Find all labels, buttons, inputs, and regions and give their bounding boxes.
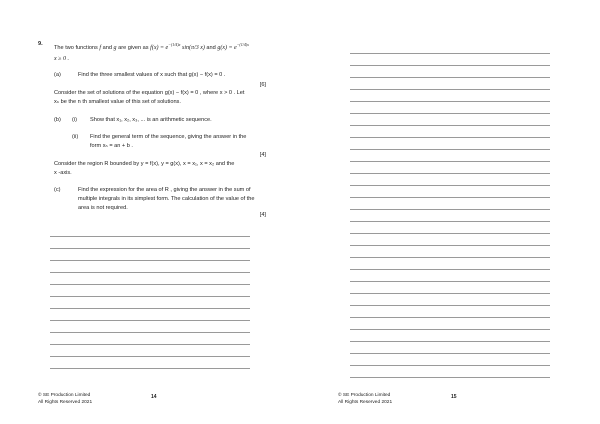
- part-c-marks: [4]: [259, 212, 266, 218]
- answer-line: [350, 305, 550, 306]
- answer-line: [50, 332, 250, 333]
- f-definition: f(x) = e: [150, 44, 169, 51]
- answer-line: [350, 77, 550, 78]
- footer-left-rights: All Rights Reserved 2021: [38, 400, 93, 405]
- answer-line: [350, 53, 550, 54]
- part-b-ii-line-1: Find the general term of the sequence, giving the answer in the: [90, 134, 247, 140]
- answer-line: [50, 368, 250, 369]
- answer-line: [350, 377, 550, 378]
- f-symbol: f: [99, 44, 102, 51]
- part-b-marks: [4]: [259, 152, 266, 158]
- answer-line: [350, 293, 550, 294]
- answer-line: [50, 248, 250, 249]
- part-b-ii-label: (ii): [72, 134, 79, 140]
- part-c-line-3: area is not required.: [78, 205, 128, 211]
- answer-line: [350, 209, 550, 210]
- answer-line: [350, 221, 550, 222]
- answer-line: [350, 317, 550, 318]
- answer-line: [350, 113, 550, 114]
- part-b-ii-line-2: form xₙ = an + b .: [90, 143, 133, 149]
- f-sine-term: sin(π/3 x): [182, 44, 205, 51]
- answer-line: [350, 269, 550, 270]
- answer-line: [50, 356, 250, 357]
- part-b-i-text: Show that x₁, x₂, x₃, ... is an arithmetic sequence.: [90, 117, 212, 123]
- context-2-line-1: Consider the region R bounded by y = f(x), y = g(x), x = x₁, x = x₂ and the: [54, 161, 235, 167]
- answer-line: [350, 101, 550, 102]
- context-1-line-1: Consider the set of solutions of the equation g(x) − f(x) = 0 , where x > 0 . Let: [54, 90, 245, 96]
- answer-line: [350, 353, 550, 354]
- answer-line: [350, 149, 550, 150]
- g-symbol: g: [113, 44, 117, 51]
- answer-line: [350, 245, 550, 246]
- answer-line: [350, 281, 550, 282]
- answer-line: [350, 329, 550, 330]
- page-number-right: 15: [451, 394, 457, 400]
- answer-line: [350, 137, 550, 138]
- domain-condition: x ≥ 0 .: [54, 56, 69, 62]
- footer-left-copyright: © SE Production Limited: [38, 393, 91, 398]
- answer-line: [50, 344, 250, 345]
- g-definition: g(x) = e: [217, 44, 237, 51]
- part-a-marks: [6]: [259, 82, 266, 88]
- answer-line: [350, 341, 550, 342]
- answer-line: [350, 65, 550, 66]
- answer-line: [350, 197, 550, 198]
- context-2-line-2: x -axis.: [54, 170, 72, 176]
- footer-right-copyright: © SE Production Limited: [338, 393, 391, 398]
- part-b-i-label: (i): [72, 117, 77, 123]
- part-a-label: (a): [54, 72, 61, 78]
- f-exponent: −(1/4)x: [168, 42, 181, 47]
- answer-line: [350, 185, 550, 186]
- answer-line: [50, 260, 250, 261]
- answer-line: [50, 320, 250, 321]
- and-text: and: [102, 44, 112, 51]
- answer-line: [350, 125, 550, 126]
- g-exponent: −(1/4)x: [236, 42, 249, 47]
- question-number: 9.: [38, 41, 43, 47]
- page-number-left: 14: [151, 394, 157, 400]
- answer-line: [50, 308, 250, 309]
- right-page: [300, 0, 600, 424]
- part-c-line-1: Find the expression for the area of R , giving the answer in the sum of: [78, 187, 251, 193]
- part-a-text: Find the three smallest values of x such that g(x) − f(x) = 0 .: [78, 72, 226, 78]
- answer-line: [350, 161, 550, 162]
- intro-text: The two functions: [54, 44, 98, 51]
- given-as-text: are given as: [118, 44, 149, 51]
- answer-line: [50, 236, 250, 237]
- answer-line: [350, 173, 550, 174]
- answer-line: [350, 257, 550, 258]
- answer-line: [50, 272, 250, 273]
- question-intro: [54, 41, 249, 52]
- part-c-label: (c): [54, 187, 61, 193]
- answer-line: [50, 296, 250, 297]
- answer-line: [350, 89, 550, 90]
- answer-line: [350, 365, 550, 366]
- answer-line: [350, 233, 550, 234]
- footer-right-rights: All Rights Reserved 2021: [338, 400, 393, 405]
- part-b-label: (b): [54, 117, 61, 123]
- and-text-2: and: [206, 44, 216, 51]
- part-c-line-2: multiple integrals in its simplest form. The calculation of the value of the: [78, 196, 255, 202]
- answer-line: [50, 284, 250, 285]
- context-1-line-2: xₙ be the n th smallest value of this set of solutions.: [54, 99, 181, 105]
